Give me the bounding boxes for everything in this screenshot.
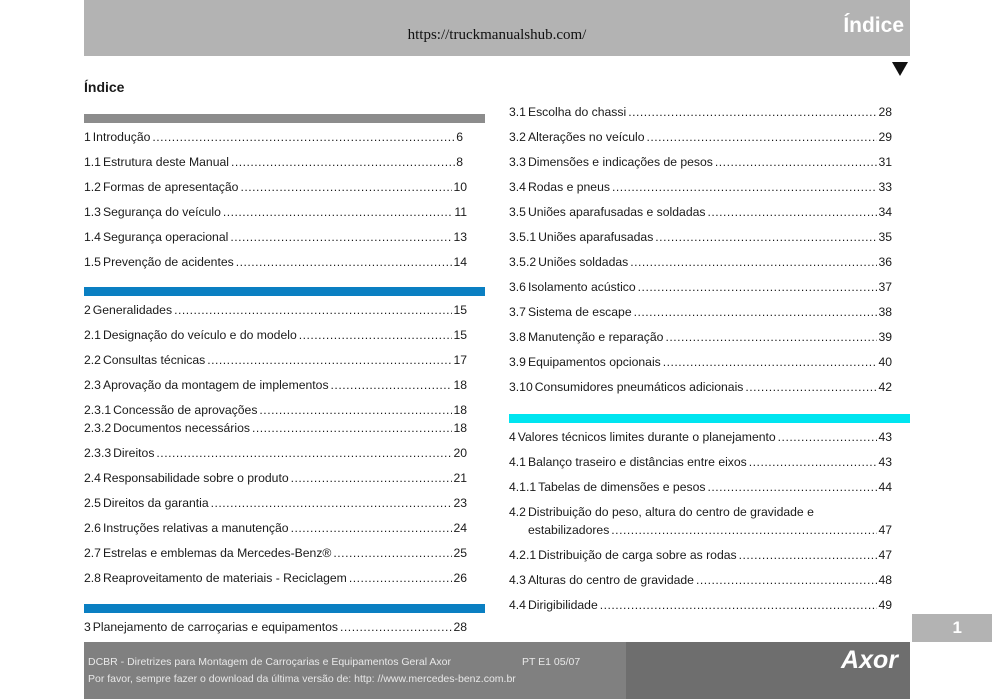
toc-leader xyxy=(707,205,877,220)
toc-page: 24 xyxy=(453,521,467,535)
toc-title: Manutenção e reparação xyxy=(527,330,664,344)
toc-title: Reaproveitamento de materiais - Reciclagem xyxy=(102,571,347,585)
toc-num: 3.2 xyxy=(509,130,526,144)
toc-title: Balanço traseiro e distâncias entre eixos xyxy=(527,455,747,469)
toc-entry[interactable] xyxy=(84,471,467,486)
toc-page: 15 xyxy=(453,303,467,317)
section-bar-blue-3 xyxy=(84,604,485,613)
toc-entry[interactable] xyxy=(509,455,892,470)
toc-leader xyxy=(331,378,453,393)
toc-num: 2.3.2 xyxy=(84,421,112,435)
toc-page: 23 xyxy=(453,496,467,510)
toc-num: 4.2.1 xyxy=(509,548,537,562)
toc-title: Generalidades xyxy=(92,303,173,317)
toc-page: 8 xyxy=(456,155,463,169)
toc-leader xyxy=(299,328,453,343)
toc-page: 18 xyxy=(453,421,467,435)
toc-entry[interactable] xyxy=(509,480,892,495)
toc-page: 40 xyxy=(878,355,892,369)
toc-title: Escolha do chassi xyxy=(527,105,627,119)
toc-num: 3.3 xyxy=(509,155,526,169)
footer-document-title: DCBR - Diretrizes para Montagem de Carroçarias e Equipamentos Geral Axor xyxy=(88,656,451,668)
toc-entry[interactable] xyxy=(509,305,892,320)
toc-num: 3.10 xyxy=(509,380,533,394)
toc-title-cont: estabilizadores xyxy=(528,523,610,537)
toc-num: 3 xyxy=(84,620,91,634)
toc-page: 25 xyxy=(453,546,467,560)
toc-entry[interactable] xyxy=(509,230,892,245)
toc-title: Segurança do veículo xyxy=(102,205,221,219)
toc-num: 2.7 xyxy=(84,546,101,560)
toc-page: 39 xyxy=(878,330,892,344)
toc-title: Isolamento acústico xyxy=(527,280,636,294)
toc-entry[interactable] xyxy=(509,355,892,370)
toc-leader xyxy=(646,130,877,145)
toc-num: 2.3.3 xyxy=(84,446,112,460)
toc-title: Consumidores pneumáticos adicionais xyxy=(534,380,744,394)
toc-num: 2.2 xyxy=(84,353,101,367)
toc-entry[interactable] xyxy=(509,330,892,345)
toc-num: 2.1 xyxy=(84,328,101,342)
toc-title: Segurança operacional xyxy=(102,230,229,244)
toc-page: 37 xyxy=(878,280,892,294)
footer-brand-axor: Axor xyxy=(841,646,898,674)
toc-title: Estrelas e emblemas da Mercedes-Benz® xyxy=(102,546,332,560)
toc-num: 4.1.1 xyxy=(509,480,537,494)
toc-num: 2 xyxy=(84,303,91,317)
toc-leader xyxy=(223,205,453,220)
footer-download-note: Por favor, sempre fazer o download da última versão de: http: //www.mercedes-benz.com.br xyxy=(88,673,516,685)
toc-leader xyxy=(349,571,453,586)
toc-num: 3.9 xyxy=(509,355,526,369)
toc-entry[interactable] xyxy=(84,571,467,586)
toc-leader xyxy=(291,471,453,486)
toc-title: Uniões soldadas xyxy=(538,255,629,269)
toc-page: 28 xyxy=(878,105,892,119)
toc-num: 3.7 xyxy=(509,305,526,319)
toc-title: Sistema de escape xyxy=(527,305,632,319)
toc-leader xyxy=(231,155,455,170)
toc-page: 31 xyxy=(878,155,892,169)
toc-entry[interactable] xyxy=(84,255,467,270)
toc-entry[interactable] xyxy=(509,130,892,145)
toc-num: 2.3.1 xyxy=(84,403,112,417)
toc-entry[interactable] xyxy=(509,548,892,563)
toc-page: 33 xyxy=(878,180,892,194)
toc-title: Distribuição de carga sobre as rodas xyxy=(538,548,737,562)
toc-num: 1 xyxy=(84,130,91,144)
page-number-tab xyxy=(912,614,992,642)
toc-title: Uniões aparafusadas e soldadas xyxy=(527,205,706,219)
toc-num: 1.4 xyxy=(84,230,101,244)
toc-title: Alterações no veículo xyxy=(527,130,645,144)
toc-leader xyxy=(259,403,452,418)
toc-entry[interactable] xyxy=(509,205,892,220)
toc-page: 35 xyxy=(878,230,892,244)
toc-leader xyxy=(236,255,453,270)
toc-leader xyxy=(665,330,877,345)
toc-page: 48 xyxy=(878,573,892,587)
toc-page: 47 xyxy=(878,523,892,537)
toc-title: Equipamentos opcionais xyxy=(527,355,661,369)
toc-entry[interactable] xyxy=(84,421,467,436)
toc-num: 3.5 xyxy=(509,205,526,219)
toc-num: 4.4 xyxy=(509,598,526,612)
toc-title: Concessão de aprovações xyxy=(113,403,258,417)
toc-line2 xyxy=(509,523,892,538)
toc-title: Valores técnicos limites durante o planejamento xyxy=(517,430,776,444)
toc-entry[interactable] xyxy=(84,353,467,368)
toc-num: 3.6 xyxy=(509,280,526,294)
toc-entry[interactable] xyxy=(509,380,892,395)
toc-leader xyxy=(778,430,878,445)
toc-num: 3.1 xyxy=(509,105,526,119)
toc-leader xyxy=(611,523,877,538)
toc-entry[interactable] xyxy=(84,403,467,418)
toc-page: 29 xyxy=(878,130,892,144)
toc-title: Uniões aparafusadas xyxy=(538,230,654,244)
toc-num: 4.2 xyxy=(509,505,526,519)
toc-entry[interactable] xyxy=(84,378,467,393)
toc-page: 43 xyxy=(878,430,892,444)
toc-title: Estrutura deste Manual xyxy=(102,155,229,169)
toc-leader xyxy=(174,303,452,318)
toc-page: 36 xyxy=(878,255,892,269)
toc-leader xyxy=(663,355,878,370)
toc-leader xyxy=(749,455,878,470)
toc-title: Alturas do centro de gravidade xyxy=(527,573,694,587)
page-heading: Índice xyxy=(84,79,125,95)
toc-page: 20 xyxy=(453,446,467,460)
toc-title: Consultas técnicas xyxy=(102,353,206,367)
toc-title: Introdução xyxy=(92,130,151,144)
header-url[interactable]: https://truckmanualshub.com/ xyxy=(407,27,587,43)
toc-leader xyxy=(600,598,878,613)
toc-leader xyxy=(630,255,877,270)
header-title: Índice xyxy=(843,14,904,37)
toc-title: Designação do veículo e do modelo xyxy=(102,328,297,342)
toc-entry[interactable] xyxy=(84,620,467,635)
toc-title: Responsabilidade sobre o produto xyxy=(102,471,289,485)
toc-leader xyxy=(739,548,878,563)
toc-entry[interactable] xyxy=(509,598,892,613)
toc-leader xyxy=(628,105,877,120)
toc-entry[interactable] xyxy=(84,180,467,195)
toc-page: 43 xyxy=(878,455,892,469)
toc-entry[interactable] xyxy=(84,205,467,220)
toc-leader xyxy=(612,180,877,195)
toc-title: Direitos da garantia xyxy=(102,496,209,510)
footer-document-code: PT E1 05/07 xyxy=(522,656,581,668)
toc-num: 1.2 xyxy=(84,180,101,194)
toc-entry[interactable] xyxy=(509,105,892,120)
toc-num: 3.5.2 xyxy=(509,255,537,269)
toc-num: 2.5 xyxy=(84,496,101,510)
toc-entry[interactable] xyxy=(84,328,467,343)
toc-page: 28 xyxy=(453,620,467,634)
toc-leader xyxy=(634,305,878,320)
toc-entry[interactable] xyxy=(84,496,467,511)
toc-num: 1.1 xyxy=(84,155,101,169)
toc-page: 42 xyxy=(878,380,892,394)
toc-leader xyxy=(340,620,452,635)
toc-page: 18 xyxy=(453,403,467,417)
section-bar-gray xyxy=(84,114,485,123)
toc-num: 2.4 xyxy=(84,471,101,485)
toc-title: Dimensões e indicações de pesos xyxy=(527,155,713,169)
toc-entry[interactable] xyxy=(84,130,463,145)
toc-num: 4.3 xyxy=(509,573,526,587)
page-number: 1 xyxy=(952,618,962,637)
toc-page: 13 xyxy=(453,230,467,244)
toc-title: Documentos necessários xyxy=(113,421,250,435)
toc-page: 49 xyxy=(878,598,892,612)
toc-leader xyxy=(152,130,455,145)
toc-entry[interactable] xyxy=(509,505,892,538)
toc-leader xyxy=(707,480,877,495)
toc-leader xyxy=(696,573,877,588)
toc-page: 34 xyxy=(878,205,892,219)
toc-leader xyxy=(207,353,452,368)
footer-bar xyxy=(84,642,910,699)
toc-entry[interactable] xyxy=(509,573,892,588)
toc-leader xyxy=(240,180,452,195)
toc-num: 1.3 xyxy=(84,205,101,219)
toc-num: 4.1 xyxy=(509,455,526,469)
toc-title: Instruções relativas a manutenção xyxy=(102,521,289,535)
toc-title: Formas de apresentação xyxy=(102,180,239,194)
toc-leader xyxy=(638,280,878,295)
toc-title: Rodas e pneus xyxy=(527,180,610,194)
toc-page: 21 xyxy=(453,471,467,485)
toc-num: 2.8 xyxy=(84,571,101,585)
toc-page: 38 xyxy=(878,305,892,319)
toc-leader xyxy=(252,421,452,436)
toc-leader xyxy=(715,155,878,170)
toc-num: 4 xyxy=(509,430,516,444)
toc-entry[interactable] xyxy=(84,155,463,170)
toc-leader xyxy=(230,230,452,245)
toc-num: 3.4 xyxy=(509,180,526,194)
toc-line1 xyxy=(509,505,892,520)
toc-entry[interactable] xyxy=(84,230,467,245)
section-bar-cyan-4 xyxy=(509,414,910,423)
toc-page: 14 xyxy=(453,255,467,269)
toc-entry[interactable] xyxy=(84,521,467,536)
section-bar-blue-2 xyxy=(84,287,485,296)
toc-page: 47 xyxy=(878,548,892,562)
toc-entry[interactable] xyxy=(509,155,892,170)
toc-num: 2.3 xyxy=(84,378,101,392)
toc-leader xyxy=(745,380,877,395)
toc-title: Aprovação da montagem de implementos xyxy=(102,378,329,392)
toc-num: 2.6 xyxy=(84,521,101,535)
toc-entry[interactable] xyxy=(509,255,892,270)
down-arrow-icon[interactable] xyxy=(892,62,908,76)
toc-entry[interactable] xyxy=(84,446,467,461)
toc-leader xyxy=(291,521,453,536)
toc-leader xyxy=(211,496,453,511)
toc-title: Prevenção de acidentes xyxy=(102,255,234,269)
toc-page: 10 xyxy=(453,180,467,194)
toc-page: 26 xyxy=(453,571,467,585)
toc-page: 6 xyxy=(456,130,463,144)
toc-leader xyxy=(655,230,877,245)
toc-entry[interactable] xyxy=(509,180,892,195)
toc-page: 15 xyxy=(453,328,467,342)
toc-num: 3.8 xyxy=(509,330,526,344)
toc-title: Direitos xyxy=(113,446,155,460)
toc-num: 1.5 xyxy=(84,255,101,269)
toc-page: 11 xyxy=(454,205,467,219)
toc-entry[interactable] xyxy=(84,303,467,318)
toc-entry[interactable] xyxy=(509,280,892,295)
toc-num: 3.5.1 xyxy=(509,230,537,244)
toc-title: Distribuição do peso, altura do centro de gravidade e xyxy=(527,505,814,519)
toc-page: 17 xyxy=(453,353,467,367)
toc-title: Planejamento de carroçarias e equipamentos xyxy=(92,620,339,634)
toc-page: 44 xyxy=(878,480,892,494)
toc-page: 18 xyxy=(453,378,467,392)
toc-entry[interactable] xyxy=(509,430,892,445)
toc-entry[interactable] xyxy=(84,546,467,561)
toc-title: Tabelas de dimensões e pesos xyxy=(538,480,706,494)
header-bar xyxy=(84,0,910,56)
toc-title: Dirigibilidade xyxy=(527,598,598,612)
toc-leader xyxy=(333,546,452,561)
toc-leader xyxy=(156,446,452,461)
